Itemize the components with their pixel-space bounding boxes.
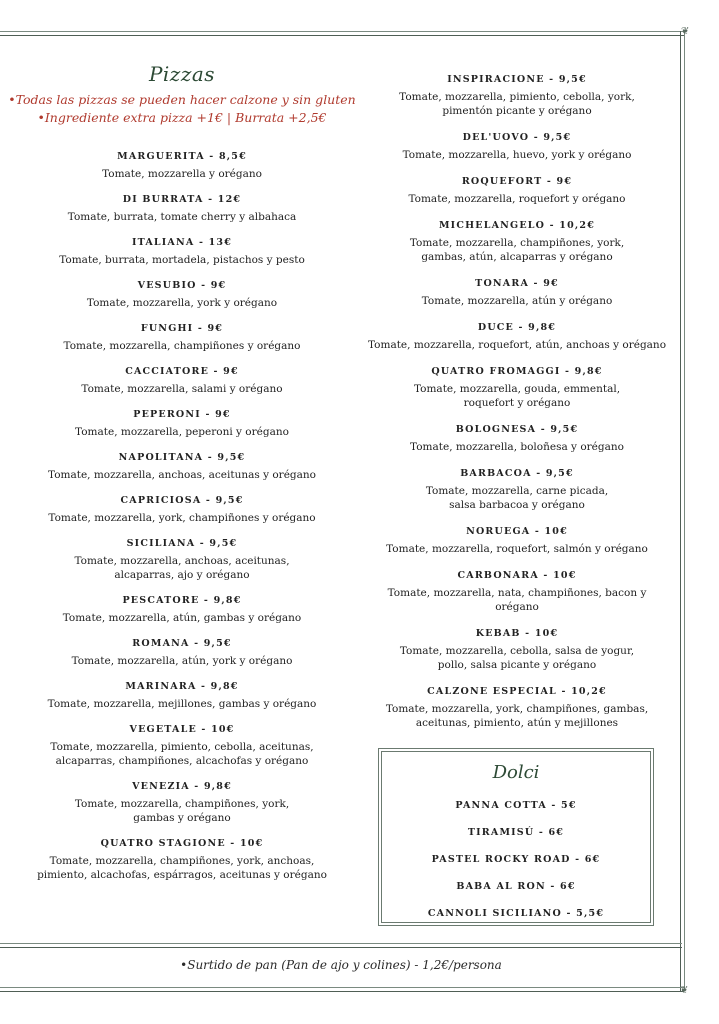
- frame-right-border: [680, 31, 685, 991]
- pizza-list-left: [20, 150, 344, 882]
- menu-item: [20, 150, 344, 181]
- menu-item-name-price: ROMANA - 9,5€: [132, 638, 232, 649]
- menu-item-name-price: INSPIRACIONE - 9,5€: [447, 74, 587, 85]
- menu-item-description: [365, 702, 669, 730]
- menu-item-name-price: ROQUEFORT - 9€: [461, 176, 573, 187]
- dolci-section-title: Dolci: [492, 762, 540, 783]
- desc-line: alcaparras, champiñones, alcachofas y orégano: [55, 755, 309, 767]
- dessert-item: PASTEL ROCKY ROAD - 6€: [431, 854, 601, 865]
- desc-line: gambas y orégano: [133, 812, 231, 824]
- menu-item-name-price: CACCIATORE - 9€: [125, 366, 239, 377]
- pizzas-note-extra-ingredient: •Ingrediente extra pizza +1€ | Burrata +2,5€: [37, 110, 327, 125]
- menu-item: [20, 193, 344, 224]
- menu-item-name-price: SICILIANA - 9,5€: [126, 538, 238, 549]
- menu-item: [20, 451, 344, 482]
- desc-line: roquefort y orégano: [463, 397, 571, 409]
- menu-item: [365, 365, 669, 410]
- menu-item: [365, 277, 669, 308]
- menu-item-name-price: VENEZIA - 9,8€: [132, 781, 232, 792]
- menu-item: [20, 780, 344, 825]
- menu-item-name-price: MARGUERITA - 8,5€: [117, 151, 247, 162]
- pizzas-section-title: Pizzas: [148, 62, 216, 86]
- menu-item: [365, 627, 669, 672]
- desc-line: salsa barbacoa y orégano: [449, 499, 585, 511]
- menu-item-description: Tomate, mozzarella, roquefort y orégano: [408, 193, 626, 205]
- menu-item-name-price: VEGETALE - 10€: [129, 724, 235, 735]
- menu-item-name-price: CARBONARA - 10€: [457, 570, 577, 581]
- menu-item: [365, 73, 669, 118]
- menu-item-description: Tomate, mozzarella, huevo, york y orégano: [402, 149, 632, 161]
- menu-item-description: [20, 797, 344, 825]
- menu-item-description: Tomate, mozzarella, atún, york y orégano: [71, 655, 293, 667]
- menu-item-description: Tomate, mozzarella, boloñesa y orégano: [410, 441, 624, 453]
- menu-item-name-price: BOLOGNESA - 9,5€: [455, 424, 579, 435]
- menu-item-description: [365, 644, 669, 672]
- menu-item: [365, 467, 669, 512]
- menu-item-name-price: QUATRO STAGIONE - 10€: [100, 838, 264, 849]
- menu-item-description: Tomate, mozzarella, mejillones, gambas y orégano: [47, 698, 317, 710]
- corner-flourish-icon: ❦: [680, 985, 689, 996]
- menu-item-name-price: DI BURRATA - 12€: [122, 194, 242, 205]
- menu-item-description: Tomate, mozzarella, york, champiñones y orégano: [48, 512, 316, 524]
- dessert-item: CANNOLI SICILIANO - 5,5€: [427, 908, 605, 919]
- desc-line: Tomate, mozzarella, champiñones, york,: [409, 237, 625, 249]
- menu-item: [20, 594, 344, 625]
- menu-item-description: [365, 90, 669, 118]
- menu-item-name-price: NORUEGA - 10€: [466, 526, 568, 537]
- frame-bottom-border: [0, 987, 684, 992]
- menu-item-description: [365, 484, 669, 512]
- menu-item-name-price: CAPRICIOSA - 9,5€: [120, 495, 244, 506]
- desc-line: pimiento, alcachofas, espárragos, aceitunas y orégano: [37, 869, 327, 881]
- desc-line: Tomate, mozzarella, carne picada,: [425, 485, 609, 497]
- desc-line: pimentón picante y orégano: [442, 105, 592, 117]
- menu-item-description: Tomate, mozzarella, peperoni y orégano: [75, 426, 289, 438]
- menu-item-name-price: PEPERONI - 9€: [133, 409, 231, 420]
- menu-item: [365, 525, 669, 556]
- menu-item-description: Tomate, mozzarella, roquefort, atún, anchoas y orégano: [367, 339, 667, 351]
- desc-line: Tomate, mozzarella, cebolla, salsa de yogur,: [399, 645, 635, 657]
- menu-item-name-price: NAPOLITANA - 9,5€: [118, 452, 246, 463]
- desc-line: Tomate, mozzarella, york, champiñones, gambas,: [385, 703, 649, 715]
- menu-item-name-price: PESCATORE - 9,8€: [122, 595, 242, 606]
- menu-item-description: Tomate, mozzarella, anchoas, aceitunas y orégano: [48, 469, 316, 481]
- menu-item-name-price: ITALIANA - 13€: [131, 237, 233, 248]
- bread-note: •Surtido de pan (Pan de ajo y colines) - 1,2€/persona: [180, 958, 502, 972]
- menu-item-name-price: MICHELANGELO - 10,2€: [438, 220, 596, 231]
- menu-item: [365, 219, 669, 264]
- menu-item: [20, 537, 344, 582]
- menu-item-description: Tomate, burrata, tomate cherry y albahaca: [67, 211, 297, 223]
- menu-item: [20, 637, 344, 668]
- menu-item: [365, 175, 669, 206]
- menu-item-description: [20, 854, 344, 882]
- menu-item: [20, 408, 344, 439]
- menu-item-description: Tomate, mozzarella, champiñones y orégano: [63, 340, 301, 352]
- dolci-inner-frame: [381, 751, 651, 923]
- desc-line: alcaparras, ajo y orégano: [114, 569, 250, 581]
- menu-item-description: Tomate, mozzarella, atún y orégano: [421, 295, 613, 307]
- desc-line: pollo, salsa picante y orégano: [437, 659, 597, 671]
- desc-line: Tomate, mozzarella, pimiento, cebolla, york,: [399, 91, 635, 103]
- dessert-item: TIRAMISÚ - 6€: [467, 827, 565, 838]
- desc-line: Tomate, mozzarella, champiñones, york,: [74, 798, 290, 810]
- menu-item-name-price: QUATRO FROMAGGI - 9,8€: [431, 366, 603, 377]
- menu-item: [20, 365, 344, 396]
- menu-item-description: [365, 382, 669, 410]
- menu-item-name-price: MARINARA - 9,8€: [125, 681, 239, 692]
- desc-line: Tomate, mozzarella, anchoas, aceitunas,: [74, 555, 290, 567]
- menu-item-description: Tomate, mozzarella, atún, gambas y orégano: [62, 612, 302, 624]
- dessert-item: PANNA COTTA - 5€: [455, 800, 577, 811]
- menu-item: [365, 569, 669, 614]
- menu-item: [365, 423, 669, 454]
- menu-item-description: [365, 236, 669, 264]
- menu-item-name-price: KEBAB - 10€: [475, 628, 559, 639]
- menu-item-description: [20, 554, 344, 582]
- desc-line: Tomate, mozzarella, pimiento, cebolla, aceitunas,: [50, 741, 314, 753]
- desc-line: aceitunas, pimiento, atún y mejillones: [415, 717, 619, 729]
- menu-item-description: Tomate, mozzarella, salami y orégano: [81, 383, 283, 395]
- menu-item: [20, 236, 344, 267]
- menu-item-name-price: BARBACOA - 9,5€: [460, 468, 574, 479]
- menu-item: [20, 322, 344, 353]
- menu-item: [365, 321, 669, 352]
- menu-item-name-price: DUCE - 9,8€: [477, 322, 557, 333]
- menu-item: [20, 723, 344, 768]
- pizza-list-right: [365, 73, 669, 730]
- dessert-item: BABA AL RON - 6€: [456, 881, 576, 892]
- desc-line: gambas, atún, alcaparras y orégano: [421, 251, 613, 263]
- menu-item: [365, 131, 669, 162]
- menu-item: [20, 837, 344, 882]
- frame-top-border: [0, 31, 684, 36]
- menu-item-description: Tomate, mozzarella, nata, champiñones, bacon y orégano: [387, 587, 647, 613]
- menu-item-name-price: CALZONE ESPECIAL - 10,2€: [427, 686, 607, 697]
- desc-line: Tomate, mozzarella, champiñones, york, anchoas,: [49, 855, 315, 867]
- corner-flourish-icon: ❦: [681, 26, 690, 37]
- menu-item-description: [20, 740, 344, 768]
- desc-line: Tomate, mozzarella, gouda, emmental,: [413, 383, 621, 395]
- menu-item: [365, 685, 669, 730]
- menu-item: [20, 494, 344, 525]
- menu-item-description: Tomate, mozzarella, york y orégano: [86, 297, 278, 309]
- menu-item-name-price: FUNGHI - 9€: [140, 323, 224, 334]
- dolci-section: [378, 748, 654, 926]
- menu-item-description: Tomate, mozzarella, roquefort, salmón y orégano: [386, 543, 648, 555]
- frame-footer-divider: [0, 943, 682, 948]
- menu-item: [20, 279, 344, 310]
- menu-item-name-price: TONARA - 9€: [475, 278, 559, 289]
- pizzas-note-calzone: •Todas las pizzas se pueden hacer calzone y sin gluten: [8, 92, 356, 107]
- menu-item-description: Tomate, mozzarella y orégano: [102, 168, 262, 180]
- menu-item-name-price: DEL'UOVO - 9,5€: [462, 132, 572, 143]
- menu-item: [20, 680, 344, 711]
- menu-item-description: Tomate, burrata, mortadela, pistachos y pesto: [59, 254, 305, 266]
- menu-item-name-price: VESUBIO - 9€: [137, 280, 227, 291]
